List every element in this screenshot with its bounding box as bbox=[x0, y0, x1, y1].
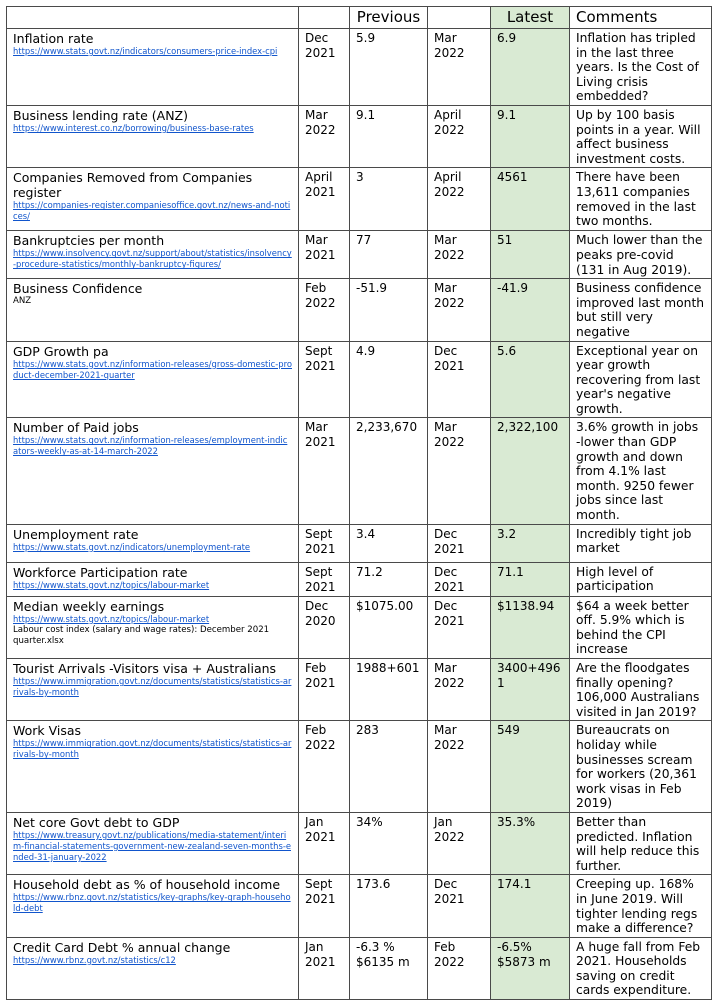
previous-date: Jan 2021 bbox=[305, 939, 336, 969]
comment: There have been 13,611 companies removed in the last two months. bbox=[576, 170, 696, 229]
indicator-source-note: ANZ bbox=[13, 296, 32, 307]
table-row bbox=[7, 418, 712, 524]
table-row bbox=[7, 168, 712, 231]
previous-value-cell bbox=[350, 231, 428, 279]
latest-value-cell bbox=[491, 721, 570, 813]
indicator-cell bbox=[7, 418, 299, 524]
indicator-name: Unemployment rate bbox=[13, 526, 139, 542]
comment-cell bbox=[570, 596, 712, 658]
latest-value-cell bbox=[491, 524, 570, 562]
comment: High level of participation bbox=[576, 564, 654, 594]
comment: Up by 100 basis points in a year. Will affect business investment costs. bbox=[576, 107, 701, 166]
latest-date: Mar 2022 bbox=[434, 723, 465, 753]
latest-value: -6.5% $5873 m bbox=[497, 939, 551, 969]
previous-value-cell bbox=[350, 168, 428, 231]
previous-date-cell bbox=[299, 418, 350, 524]
previous-date: Mar 2021 bbox=[305, 420, 336, 450]
comment: Creeping up. 168% in June 2019. Will tighter lending regs make a difference? bbox=[576, 877, 698, 936]
comment-cell bbox=[570, 875, 712, 937]
previous-date-cell bbox=[299, 279, 350, 341]
comment: Business confidence improved last month but still very negative bbox=[576, 281, 705, 339]
indicator-name: Credit Card Debt % annual change bbox=[13, 939, 231, 955]
previous-date: Feb 2022 bbox=[305, 723, 336, 753]
previous-date-cell bbox=[299, 659, 350, 721]
latest-date: Dec 2021 bbox=[434, 526, 465, 556]
latest-date-cell bbox=[428, 596, 491, 658]
latest-value: 4561 bbox=[497, 170, 528, 185]
previous-value-cell bbox=[350, 341, 428, 418]
indicator-source-link[interactable]: https://www.stats.govt.nz/topics/labour-market bbox=[13, 579, 210, 590]
indicator-name: Business Confidence bbox=[13, 281, 143, 297]
latest-value-cell bbox=[491, 168, 570, 231]
indicator-source-link[interactable]: https://companies-register.companiesoffice.govt.nz/news-and-notices/ bbox=[13, 200, 291, 222]
previous-value-cell bbox=[350, 105, 428, 167]
latest-date-cell bbox=[428, 341, 491, 418]
indicator-cell bbox=[7, 875, 299, 937]
latest-date: Dec 2021 bbox=[434, 343, 465, 373]
latest-value: -41.9 bbox=[497, 281, 529, 296]
latest-value-cell bbox=[491, 279, 570, 341]
previous-value: 77 bbox=[356, 233, 372, 248]
previous-value: 3.4 bbox=[356, 526, 376, 541]
latest-value-cell bbox=[491, 937, 570, 999]
previous-value: 1988+601 bbox=[356, 661, 420, 675]
previous-value: 173.6 bbox=[356, 877, 391, 892]
comment: $64 a week better off. 5.9% which is behind the CPI increase bbox=[576, 598, 689, 657]
indicator-cell bbox=[7, 231, 299, 279]
comment: Much lower than the peaks pre-covid (131 in Aug 2019). bbox=[576, 233, 703, 277]
latest-date-cell bbox=[428, 105, 491, 167]
previous-value: 4.9 bbox=[356, 343, 376, 358]
comment-cell bbox=[570, 105, 712, 167]
indicator-cell bbox=[7, 168, 299, 231]
previous-date: Feb 2022 bbox=[305, 281, 336, 311]
table-row bbox=[7, 29, 712, 106]
previous-date-cell bbox=[299, 29, 350, 106]
previous-value-cell bbox=[350, 937, 428, 999]
indicator-name: Business lending rate (ANZ) bbox=[13, 107, 188, 123]
previous-date-cell bbox=[299, 341, 350, 418]
previous-date-cell bbox=[299, 231, 350, 279]
latest-value: 9.1 bbox=[497, 107, 517, 122]
indicator-source-link[interactable]: https://www.stats.govt.nz/indicators/unemployment-rate bbox=[13, 541, 251, 552]
indicator-cell bbox=[7, 279, 299, 341]
indicator-cell bbox=[7, 29, 299, 106]
previous-date: Sept 2021 bbox=[305, 526, 336, 556]
indicator-cell bbox=[7, 596, 299, 658]
latest-date: Jan 2022 bbox=[434, 814, 465, 844]
header-previous-date bbox=[299, 7, 350, 29]
latest-date-cell bbox=[428, 812, 491, 874]
indicator-source-link[interactable]: https://www.interest.co.nz/borrowing/business-base-rates bbox=[13, 122, 254, 133]
table-row bbox=[7, 596, 712, 658]
latest-date: Dec 2021 bbox=[434, 877, 465, 907]
comment-cell bbox=[570, 562, 712, 596]
latest-date: Dec 2021 bbox=[434, 564, 465, 594]
latest-date: April 2022 bbox=[434, 170, 465, 200]
indicator-source-link[interactable]: https://www.immigration.govt.nz/documents/statistics/statistics-arrivals-by-month bbox=[13, 676, 292, 697]
previous-date-cell bbox=[299, 812, 350, 874]
indicator-name: Bankruptcies per month bbox=[13, 233, 165, 249]
table-row bbox=[7, 524, 712, 562]
header-latest-date bbox=[428, 7, 491, 29]
latest-value: 6.9 bbox=[497, 31, 517, 45]
latest-value-cell bbox=[491, 29, 570, 106]
comment: Bureaucrats on holiday while businesses scream for workers (20,361 work visas in Feb 2019) bbox=[576, 723, 697, 811]
indicator-name: Tourist Arrivals -Visitors visa + Australians bbox=[13, 661, 277, 676]
latest-value: 3.2 bbox=[497, 526, 517, 541]
header-comments: Comments bbox=[570, 7, 712, 29]
indicator-name: Workforce Participation rate bbox=[13, 564, 188, 580]
previous-date-cell bbox=[299, 937, 350, 999]
latest-date-cell bbox=[428, 231, 491, 279]
comment-cell bbox=[570, 279, 712, 341]
indicator-cell bbox=[7, 105, 299, 167]
indicator-source-link[interactable]: https://www.stats.govt.nz/information-releases/gross-domestic-product-december-2021-quarter bbox=[13, 358, 292, 380]
latest-date: Dec 2021 bbox=[434, 598, 465, 628]
previous-value-cell bbox=[350, 659, 428, 721]
previous-value: 5.9 bbox=[356, 31, 376, 45]
previous-date: Jan 2021 bbox=[305, 814, 336, 844]
previous-date: Sept 2021 bbox=[305, 877, 336, 907]
latest-value: $1138.94 bbox=[497, 598, 555, 613]
table-row bbox=[7, 721, 712, 813]
previous-value-cell bbox=[350, 524, 428, 562]
previous-date: Dec 2021 bbox=[305, 31, 336, 60]
comment: 3.6% growth in jobs -lower than GDP growth and down from 4.1% last month. 9250 fewer jobs since last month. bbox=[576, 420, 699, 523]
latest-value: 5.6 bbox=[497, 343, 517, 358]
latest-date-cell bbox=[428, 524, 491, 562]
header-previous: Previous bbox=[350, 7, 428, 29]
indicator-cell bbox=[7, 812, 299, 874]
indicator-source-note: Labour cost index (salary and wage rates): December 2021 quarter.xlsx bbox=[13, 624, 270, 646]
latest-date-cell bbox=[428, 875, 491, 937]
table-row bbox=[7, 659, 712, 721]
indicator-cell bbox=[7, 937, 299, 999]
indicator-source-link[interactable]: https://www.rbnz.govt.nz/statistics/key-graphs/key-graph-household-debt bbox=[13, 892, 291, 914]
latest-date-cell bbox=[428, 29, 491, 106]
indicator-cell bbox=[7, 341, 299, 418]
latest-date: April 2022 bbox=[434, 107, 465, 137]
previous-value: $1075.00 bbox=[356, 598, 414, 613]
previous-value: 9.1 bbox=[356, 107, 376, 122]
indicator-name: GDP Growth pa bbox=[13, 343, 109, 359]
latest-value-cell bbox=[491, 562, 570, 596]
previous-date-cell bbox=[299, 596, 350, 658]
latest-date-cell bbox=[428, 562, 491, 596]
previous-value: 71.2 bbox=[356, 564, 383, 579]
previous-date: Sept 2021 bbox=[305, 343, 336, 373]
economic-indicators-table bbox=[6, 6, 712, 1000]
comment-cell bbox=[570, 418, 712, 524]
indicator-cell bbox=[7, 562, 299, 596]
previous-date-cell bbox=[299, 875, 350, 937]
previous-value-cell bbox=[350, 418, 428, 524]
table-row bbox=[7, 937, 712, 999]
previous-date-cell bbox=[299, 562, 350, 596]
comment: Exceptional year on year growth recovering from last year's negative growth. bbox=[576, 343, 701, 416]
latest-date: Mar 2022 bbox=[434, 420, 465, 450]
previous-value-cell bbox=[350, 812, 428, 874]
latest-date: Feb 2022 bbox=[434, 939, 465, 969]
table-row bbox=[7, 341, 712, 418]
previous-value-cell bbox=[350, 596, 428, 658]
latest-value-cell bbox=[491, 812, 570, 874]
indicator-name: Companies Removed from Companies register bbox=[13, 170, 253, 201]
previous-date: Mar 2022 bbox=[305, 107, 336, 137]
latest-value: 174.1 bbox=[497, 877, 532, 892]
previous-value: 3 bbox=[356, 170, 364, 185]
indicator-name: Inflation rate bbox=[13, 31, 94, 46]
table-row bbox=[7, 279, 712, 341]
header-indicator bbox=[7, 7, 299, 29]
comment-cell bbox=[570, 29, 712, 106]
header-latest: Latest bbox=[491, 7, 570, 29]
indicator-source-link[interactable]: https://www.immigration.govt.nz/documents/statistics/statistics-arrivals-by-month bbox=[13, 738, 292, 760]
indicator-cell bbox=[7, 721, 299, 813]
previous-date: Sept 2021 bbox=[305, 564, 336, 594]
table-row bbox=[7, 562, 712, 596]
latest-date-cell bbox=[428, 168, 491, 231]
indicator-name: Median weekly earnings bbox=[13, 598, 165, 614]
indicator-name: Work Visas bbox=[13, 723, 82, 739]
latest-value-cell bbox=[491, 596, 570, 658]
latest-value: 51 bbox=[497, 233, 513, 248]
comment-cell bbox=[570, 937, 712, 999]
latest-value: 549 bbox=[497, 723, 520, 738]
previous-value-cell bbox=[350, 29, 428, 106]
previous-value-cell bbox=[350, 279, 428, 341]
latest-value-cell bbox=[491, 418, 570, 524]
latest-value-cell bbox=[491, 659, 570, 721]
indicator-source-link[interactable]: https://www.stats.govt.nz/indicators/consumers-price-index-cpi bbox=[13, 46, 278, 56]
indicator-source-link[interactable]: https://www.stats.govt.nz/topics/labour-market bbox=[13, 613, 210, 624]
previous-date-cell bbox=[299, 721, 350, 813]
latest-date-cell bbox=[428, 937, 491, 999]
indicator-source-link[interactable]: https://www.rbnz.govt.nz/statistics/c12 bbox=[13, 954, 176, 965]
comment: Inflation has tripled in the last three years. Is the Cost of Living crisis embedded? bbox=[576, 31, 699, 104]
previous-value: 34% bbox=[356, 814, 383, 829]
latest-value: 3400+496 1 bbox=[497, 661, 561, 690]
comment-cell bbox=[570, 341, 712, 418]
latest-date: Mar 2022 bbox=[434, 281, 465, 311]
previous-date-cell bbox=[299, 524, 350, 562]
table-row bbox=[7, 875, 712, 937]
comment-cell bbox=[570, 659, 712, 721]
comment: Are the floodgates finally opening? 106,000 Australians visited in Jan 2019? bbox=[576, 661, 700, 719]
indicator-cell bbox=[7, 659, 299, 721]
comment-cell bbox=[570, 231, 712, 279]
latest-date-cell bbox=[428, 659, 491, 721]
previous-date: Mar 2021 bbox=[305, 233, 336, 263]
latest-value-cell bbox=[491, 231, 570, 279]
latest-value: 2,322,100 bbox=[497, 420, 559, 435]
previous-value-cell bbox=[350, 721, 428, 813]
latest-date: Mar 2022 bbox=[434, 661, 465, 690]
latest-date-cell bbox=[428, 279, 491, 341]
indicator-name: Net core Govt debt to GDP bbox=[13, 814, 180, 830]
latest-value-cell bbox=[491, 105, 570, 167]
previous-date: Dec 2020 bbox=[305, 598, 336, 628]
table-row bbox=[7, 231, 712, 279]
previous-date: April 2021 bbox=[305, 170, 336, 200]
comment: Better than predicted. Inflation will help reduce this further. bbox=[576, 814, 700, 873]
comment-cell bbox=[570, 812, 712, 874]
indicator-cell bbox=[7, 524, 299, 562]
comment: A huge fall from Feb 2021. Households saving on credit cards expenditure. bbox=[576, 939, 701, 998]
comment-cell bbox=[570, 168, 712, 231]
latest-value: 71.1 bbox=[497, 564, 524, 579]
latest-value-cell bbox=[491, 875, 570, 937]
previous-value: -6.3 % $6135 m bbox=[356, 939, 410, 969]
previous-value-cell bbox=[350, 875, 428, 937]
table-row bbox=[7, 812, 712, 874]
indicators-table-wrapper bbox=[6, 6, 712, 1000]
comment: Incredibly tight job market bbox=[576, 526, 692, 556]
latest-value-cell bbox=[491, 341, 570, 418]
indicator-source-link[interactable]: https://www.treasury.govt.nz/publications/media-statement/interim-financial-statements-government-new-zealand-seven-months-ended-31-january-2022 bbox=[13, 829, 291, 862]
comment-cell bbox=[570, 524, 712, 562]
previous-value: 283 bbox=[356, 723, 379, 738]
latest-date-cell bbox=[428, 418, 491, 524]
previous-value: -51.9 bbox=[356, 281, 388, 296]
previous-date-cell bbox=[299, 168, 350, 231]
previous-value-cell bbox=[350, 562, 428, 596]
indicator-source-link[interactable]: https://www.stats.govt.nz/information-releases/employment-indicators-weekly-as-at-14-march-2022 bbox=[13, 435, 288, 457]
indicator-source-link[interactable]: https://www.insolvency.govt.nz/support/about/statistics/insolvency-procedure-statistics/monthly-bankruptcy-figures/ bbox=[13, 248, 292, 270]
latest-date: Mar 2022 bbox=[434, 233, 465, 263]
latest-date: Mar 2022 bbox=[434, 31, 465, 60]
latest-date-cell bbox=[428, 721, 491, 813]
previous-value: 2,233,670 bbox=[356, 420, 418, 435]
comment-cell bbox=[570, 721, 712, 813]
indicator-name: Household debt as % of household income bbox=[13, 877, 281, 893]
header-row bbox=[7, 7, 712, 29]
previous-date: Feb 2021 bbox=[305, 661, 336, 690]
table-row bbox=[7, 105, 712, 167]
previous-date-cell bbox=[299, 105, 350, 167]
latest-value: 35.3% bbox=[497, 814, 536, 829]
indicator-name: Number of Paid jobs bbox=[13, 420, 139, 436]
